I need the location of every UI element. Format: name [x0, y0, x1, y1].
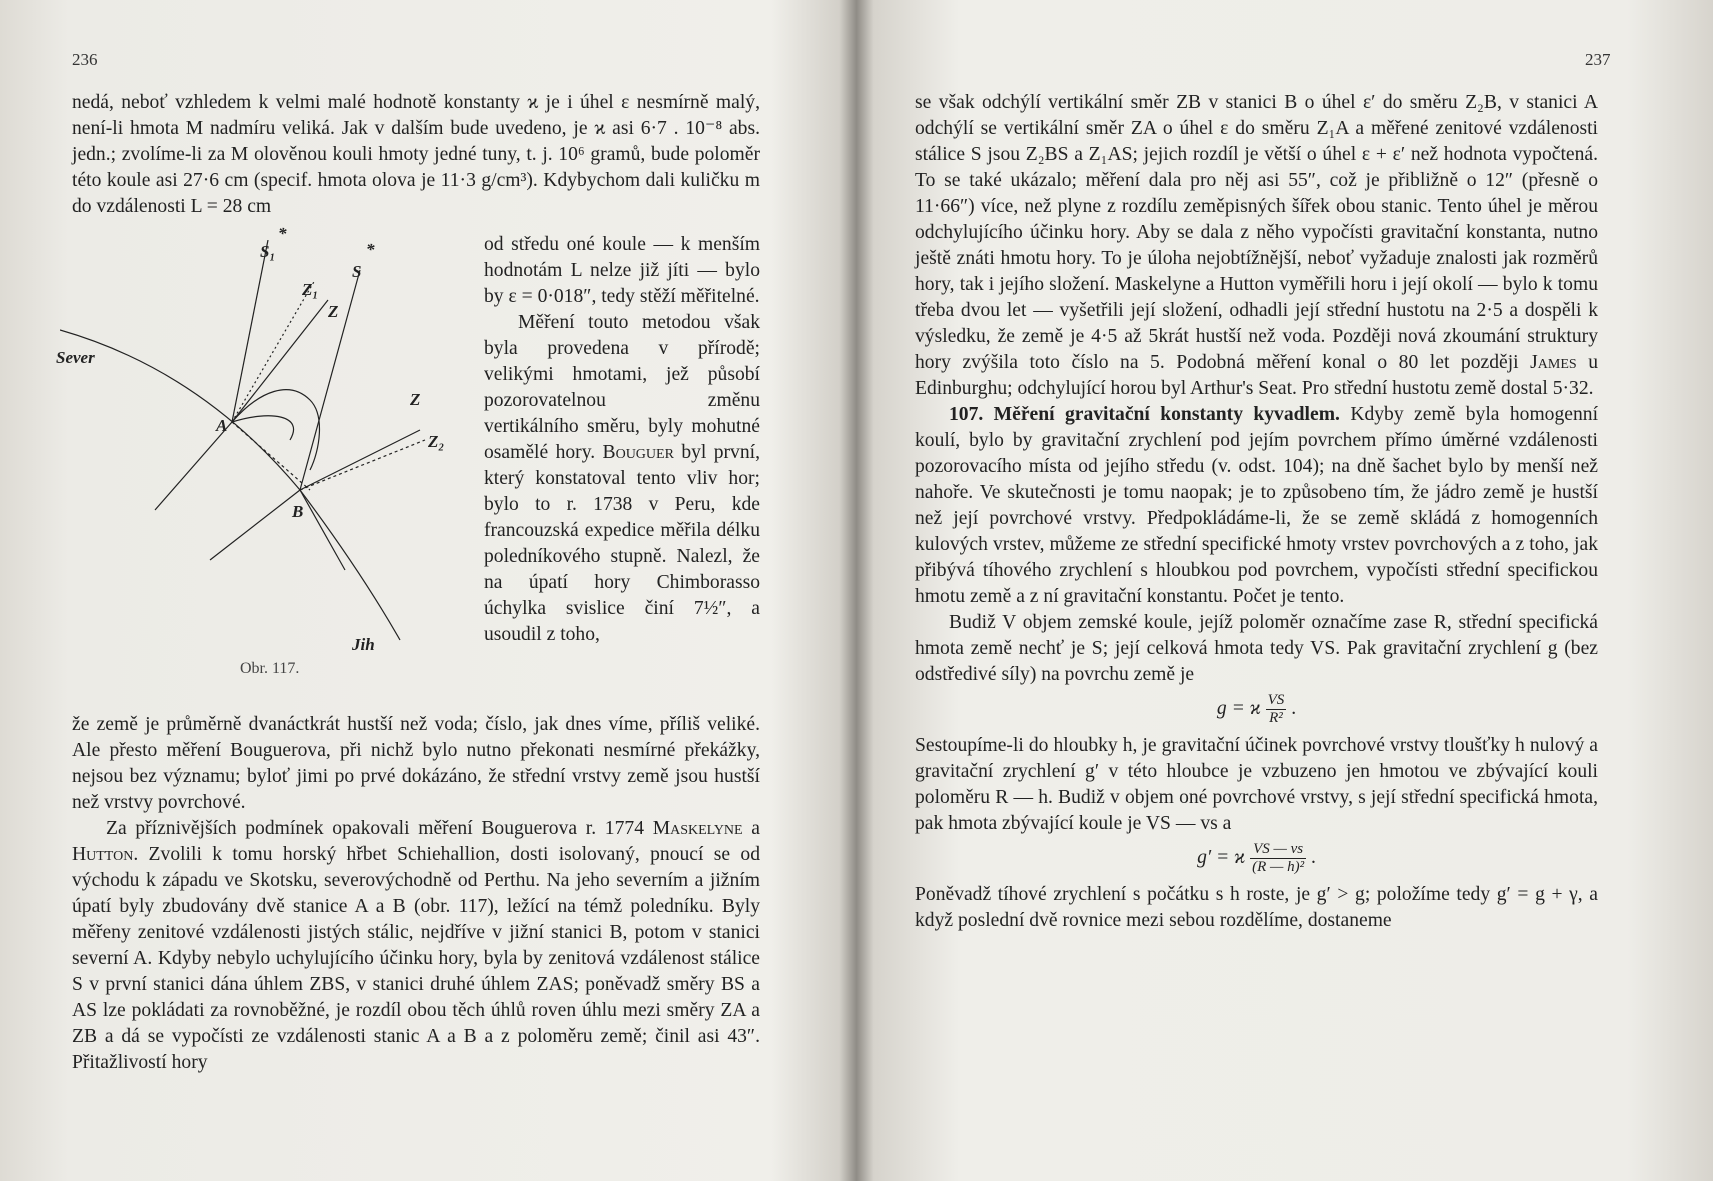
left-side-column [484, 232, 760, 648]
mountain-ridge [232, 416, 294, 440]
author-name: Bouguer [602, 442, 674, 463]
paragraph [915, 402, 1598, 610]
paragraph: nedá, neboť vzhledem k velmi malé hodnotě konstanty ϰ je i úhel ε nesmírně malý, není-li hmota M nadmíru veliká. Jak v dalším bude uvedeno, je ϰ asi 6·7 . 10⁻⁸ abs. jedn.; zvolíme-li za M olověnou kouli hmoty jedné tuny, t. j. 10⁶ gramů, bude poloměr této koule asi 27·6 cm (specif. hmota olova je 11·3 g/cm³). Kdybychom dali kuličku m do vzdálenosti L = 28 cm [72, 92, 760, 217]
numerator: VS — vs [1250, 841, 1306, 859]
paragraph: Sestoupíme-li do hloubky h, je gravitační účinek povrchové vrstvy tloušťky h nulový a gravitační zrychlení g′ v této hloubce je vzbuzeno jen hmotou ve zbývající kouli poloměru R — h. Budiž v objem oné povrchové vrstvy, s její střední specifická hmota, pak hmota zbývající koule je VS — vs a [915, 735, 1598, 834]
denominator: (R — h)² [1252, 859, 1305, 875]
numerator: VS [1267, 692, 1285, 708]
right-page [870, 0, 1713, 1181]
section-heading: 107. Měření gravitační konstanty kyvadlem. [949, 404, 1340, 425]
text-run: byl první, který konstatoval tento vliv hor; bylo to r. 1738 v Peru, kde francouzská expedice měřila délku poledníkového stupně. Nalezl, že na úpatí hory Chimborasso úchylka svislice činí 7½″, a usoudil z toho, [484, 442, 760, 645]
formula-lhs: g′ = ϰ [1197, 847, 1246, 868]
paragraph [915, 90, 1598, 402]
right-main-column [915, 90, 1598, 934]
left-top-paragraph [72, 90, 760, 220]
formula-2 [915, 841, 1598, 876]
label-S1: S₁ [260, 242, 276, 261]
page-number-left: 236 [72, 50, 98, 69]
label-S2: S [352, 262, 362, 281]
label-star-1: * [278, 224, 287, 243]
paragraph: od středu oné koule — k menším hodnotám L nelze již jíti — bylo by ε = 0·018″, tedy stěží měřitelné. [484, 234, 760, 307]
author-name: Maskelyne [652, 818, 743, 839]
paragraph [72, 816, 760, 1076]
author-name: Hutton [72, 844, 134, 865]
page-number-right: 237 [1585, 50, 1611, 69]
formula-end: . [1291, 698, 1297, 719]
paragraph: že země je průměrně dvanáctkrát hustší než voda; číslo, jak dnes víme, příliš veliké. Ale přesto měření Bouguerova, při nichž bylo nutno překonati nesmírné překážky, nejsou bez významu; byloť jimi po prvé dokázáno, že střední vrstvy země jsou hustší než vrstvy povrchové. [72, 714, 760, 813]
text-run: se však odchýlí vertikální směr ZB v stanici B o úhel ε′ do směru Z₂B, v stanici A odchýlí se vertikální směr ZA o úhel ε do směru Z₁A a měřené zenitové vzdálenosti stálice S jsou Z₂BS a Z₁AS; jejich rozdíl je větší o úhel ε + ε′ než hodnota vypočtená. To se také ukázalo; měření dala pro něj asi 55″, což je přibližně o 12″ (přesně o 11·66″) více, než plyne z rozdílu zeměpisných šířek obou stanic. Tento úhel je měrou odchylujícího účinku hory. Aby se dala z něho vypočísti gravitační konstanta, nutno ještě znáti hmotu hory. To je úloha nejobtížnější, neboť vyžaduje znalosti jak rozměrů hory, tak i jejího složení. Maskelyne a Hutton vyměřili horu i její okolí — bylo k tomu třeba dvou let — vyšetřili její složení, odhadli její střední hustotu na 2·5 a dospěli k výsledku, že země je 4·5 až 5krát hustší než voda. Později nová zkoumání struktury hory zvýšila toto číslo na 5. Podobná měření konal o 80 let později [915, 92, 1598, 373]
line-B-down2 [300, 490, 345, 570]
text-run: a [751, 818, 760, 839]
fraction [1250, 841, 1306, 876]
left-bottom-text [72, 712, 760, 1076]
label-star-2: * [366, 240, 375, 259]
author-name: James [1530, 352, 1577, 373]
text-run: u Edinburghu; odchylující horou byl Arthur's Seat. Pro střední hustotu země dostal 5·32. [915, 352, 1598, 399]
label-Z-upper: Z [328, 302, 339, 321]
text-run: . Zvolili k tomu horský hřbet Schiehallion, dosti isolovaný, pnoucí se od východu k západu ve Skotsku, severovýchodně od Perthu. Na jeho severním a jižním úpatí byly zbudovány dvě stanice A a B (obr. 117), ležící na témž poledníku. Byly měřeny zenitové vzdálenosti jistých stálic, nejdříve v jižní stanici B, potom v stanici severní A. Kdyby nebylo uchylujícího účinku hory, byla by zenitová vzdálenost stálice S v první stanici dána úhlem ZBS, v stanici druhé úhlem ZAS; poněvadž směry BS a AS lze pokládati za rovnoběžné, je rozdíl obou těch úhlů roven úhlu mezi směry ZA a ZB a dá se vypočísti ze vzdálenosti stanic A a B a z poloměru země; činil asi 43″. Přitažlivostí hory [72, 844, 760, 1073]
label-sever: Sever [56, 348, 95, 367]
mountain-outline [232, 390, 319, 470]
paragraph: Budiž V objem zemské koule, jejíž poloměr označíme zase R, střední specifická hmota země nechť je S; její celková hmota tedy VS. Pak gravitační zrychlení g (bez odstředivé síly) na povrchu země je [915, 612, 1598, 685]
label-Z1: Z₁ [302, 280, 319, 299]
line-AZ1-dashed [232, 280, 315, 422]
formula-1 [915, 692, 1598, 727]
formula-end: . [1311, 847, 1316, 868]
text-run: Za příznivějších podmínek opakovali měření Bouguerova r. 1774 [106, 818, 644, 839]
denominator: R² [1269, 710, 1283, 726]
meridian-arc [60, 330, 400, 640]
label-jih: Jih [352, 635, 375, 654]
text-run: Kdyby země byla homogenní koulí, bylo by gravitační zrychlení pod jejím povrchem přímo úměrné vzdálenosti pozorovacího místa od jejího středu (v. odst. 104); na dně šachet bylo by menší než nahoře. Ve skutečnosti je tomu naopak; je to způsobeno tím, že jádro země je hustší než její povrchové vrstvy. Předpokládáme-li, že se země skládá z homogenních kulových vrstev, můžeme ze střední specifické hmoty vrstev povrchových a z toho, jak přibývá tíhového zrychlení s hloubkou pod povrchem, vypočísti střední specifickou hmotu země a z ní gravitační konstantu. Počet je tento. [915, 404, 1599, 607]
left-page [0, 0, 840, 1181]
figure-117 [56, 224, 480, 670]
text-run: Měření touto metodou však byla provedena v přírodě; velikými hmotami, jež působí pozorovatelnou změnu vertikálního směru, byly mohutné osamělé hory. [484, 312, 760, 463]
paragraph [484, 310, 760, 648]
figure-drawing [60, 240, 480, 670]
line-AS1 [232, 240, 268, 422]
line-B-down [210, 490, 300, 560]
paragraph: Poněvadž tíhové zrychlení s počátku s h roste, je g′ > g; položíme tedy g′ = g + γ, a když poslední dvě rovnice mezi sebou rozdělíme, dostaneme [915, 884, 1598, 931]
label-B: B [292, 502, 304, 521]
line-BZ2-dashed [300, 440, 425, 490]
label-Z-right: Z [410, 390, 421, 409]
figure-caption: Obr. 117. [240, 660, 300, 677]
line-BZ [300, 430, 420, 490]
fraction [1266, 692, 1287, 727]
formula-lhs: g = ϰ [1216, 698, 1261, 719]
label-Z2: Z₂ [428, 432, 445, 451]
label-A: A [216, 416, 228, 435]
